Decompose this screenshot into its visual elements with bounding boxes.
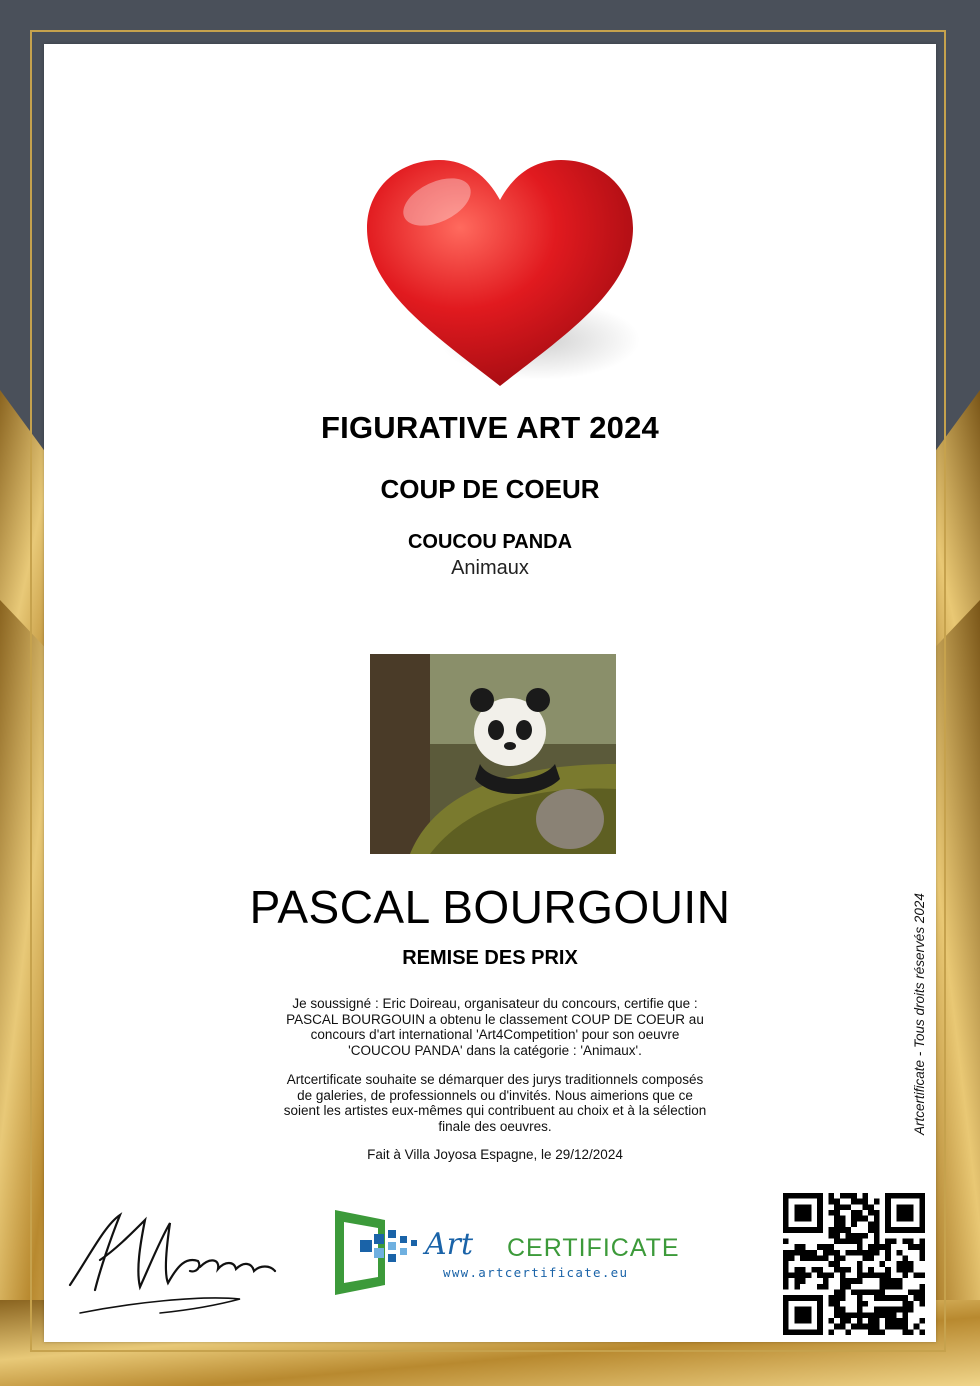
mission-paragraph: Artcertificate souhaite se démarquer des jurys traditionnels composés de galeries, de professionnels ou d'invités. Nous aimerions que ce soient les artistes eux-mêmes qui contribuent au choix et à la sélection finale des oeuvres. [283,1072,707,1134]
logo-word-certificate: CERTIFICATE [507,1234,680,1262]
award-title: COUP DE COEUR [380,474,600,504]
qr-code[interactable] [783,1193,925,1335]
artwork-category: Animaux [451,557,529,579]
artist-name: PASCAL BOURGOUIN [249,881,731,933]
logo-word-art: Art [425,1227,474,1262]
artwork-image [370,654,616,854]
certification-paragraph: Je soussigné : Eric Doireau, organisateur du concours, certifie que : PASCAL BOURGOUIN a obtenu le classement COUP DE COEUR au concours d'art international 'Art4Competition' pour son oeuvre 'COUCOU PANDA' dans la catégorie : 'Animaux'. [286,996,704,1058]
heart-icon [355,150,645,390]
competition-title: FIGURATIVE ART 2024 [321,410,659,445]
ceremony-title: REMISE DES PRIX [402,947,578,969]
artwork-title: COUCOU PANDA [407,531,573,553]
place-date: Fait à Villa Joyosa Espagne, le 29/12/2024 [367,1147,623,1162]
side-copyright: Artcertificate - Tous droits réservés 2024 [912,893,927,1135]
signature [60,1195,300,1325]
logo-url: www.artcertificate.eu [443,1265,629,1280]
